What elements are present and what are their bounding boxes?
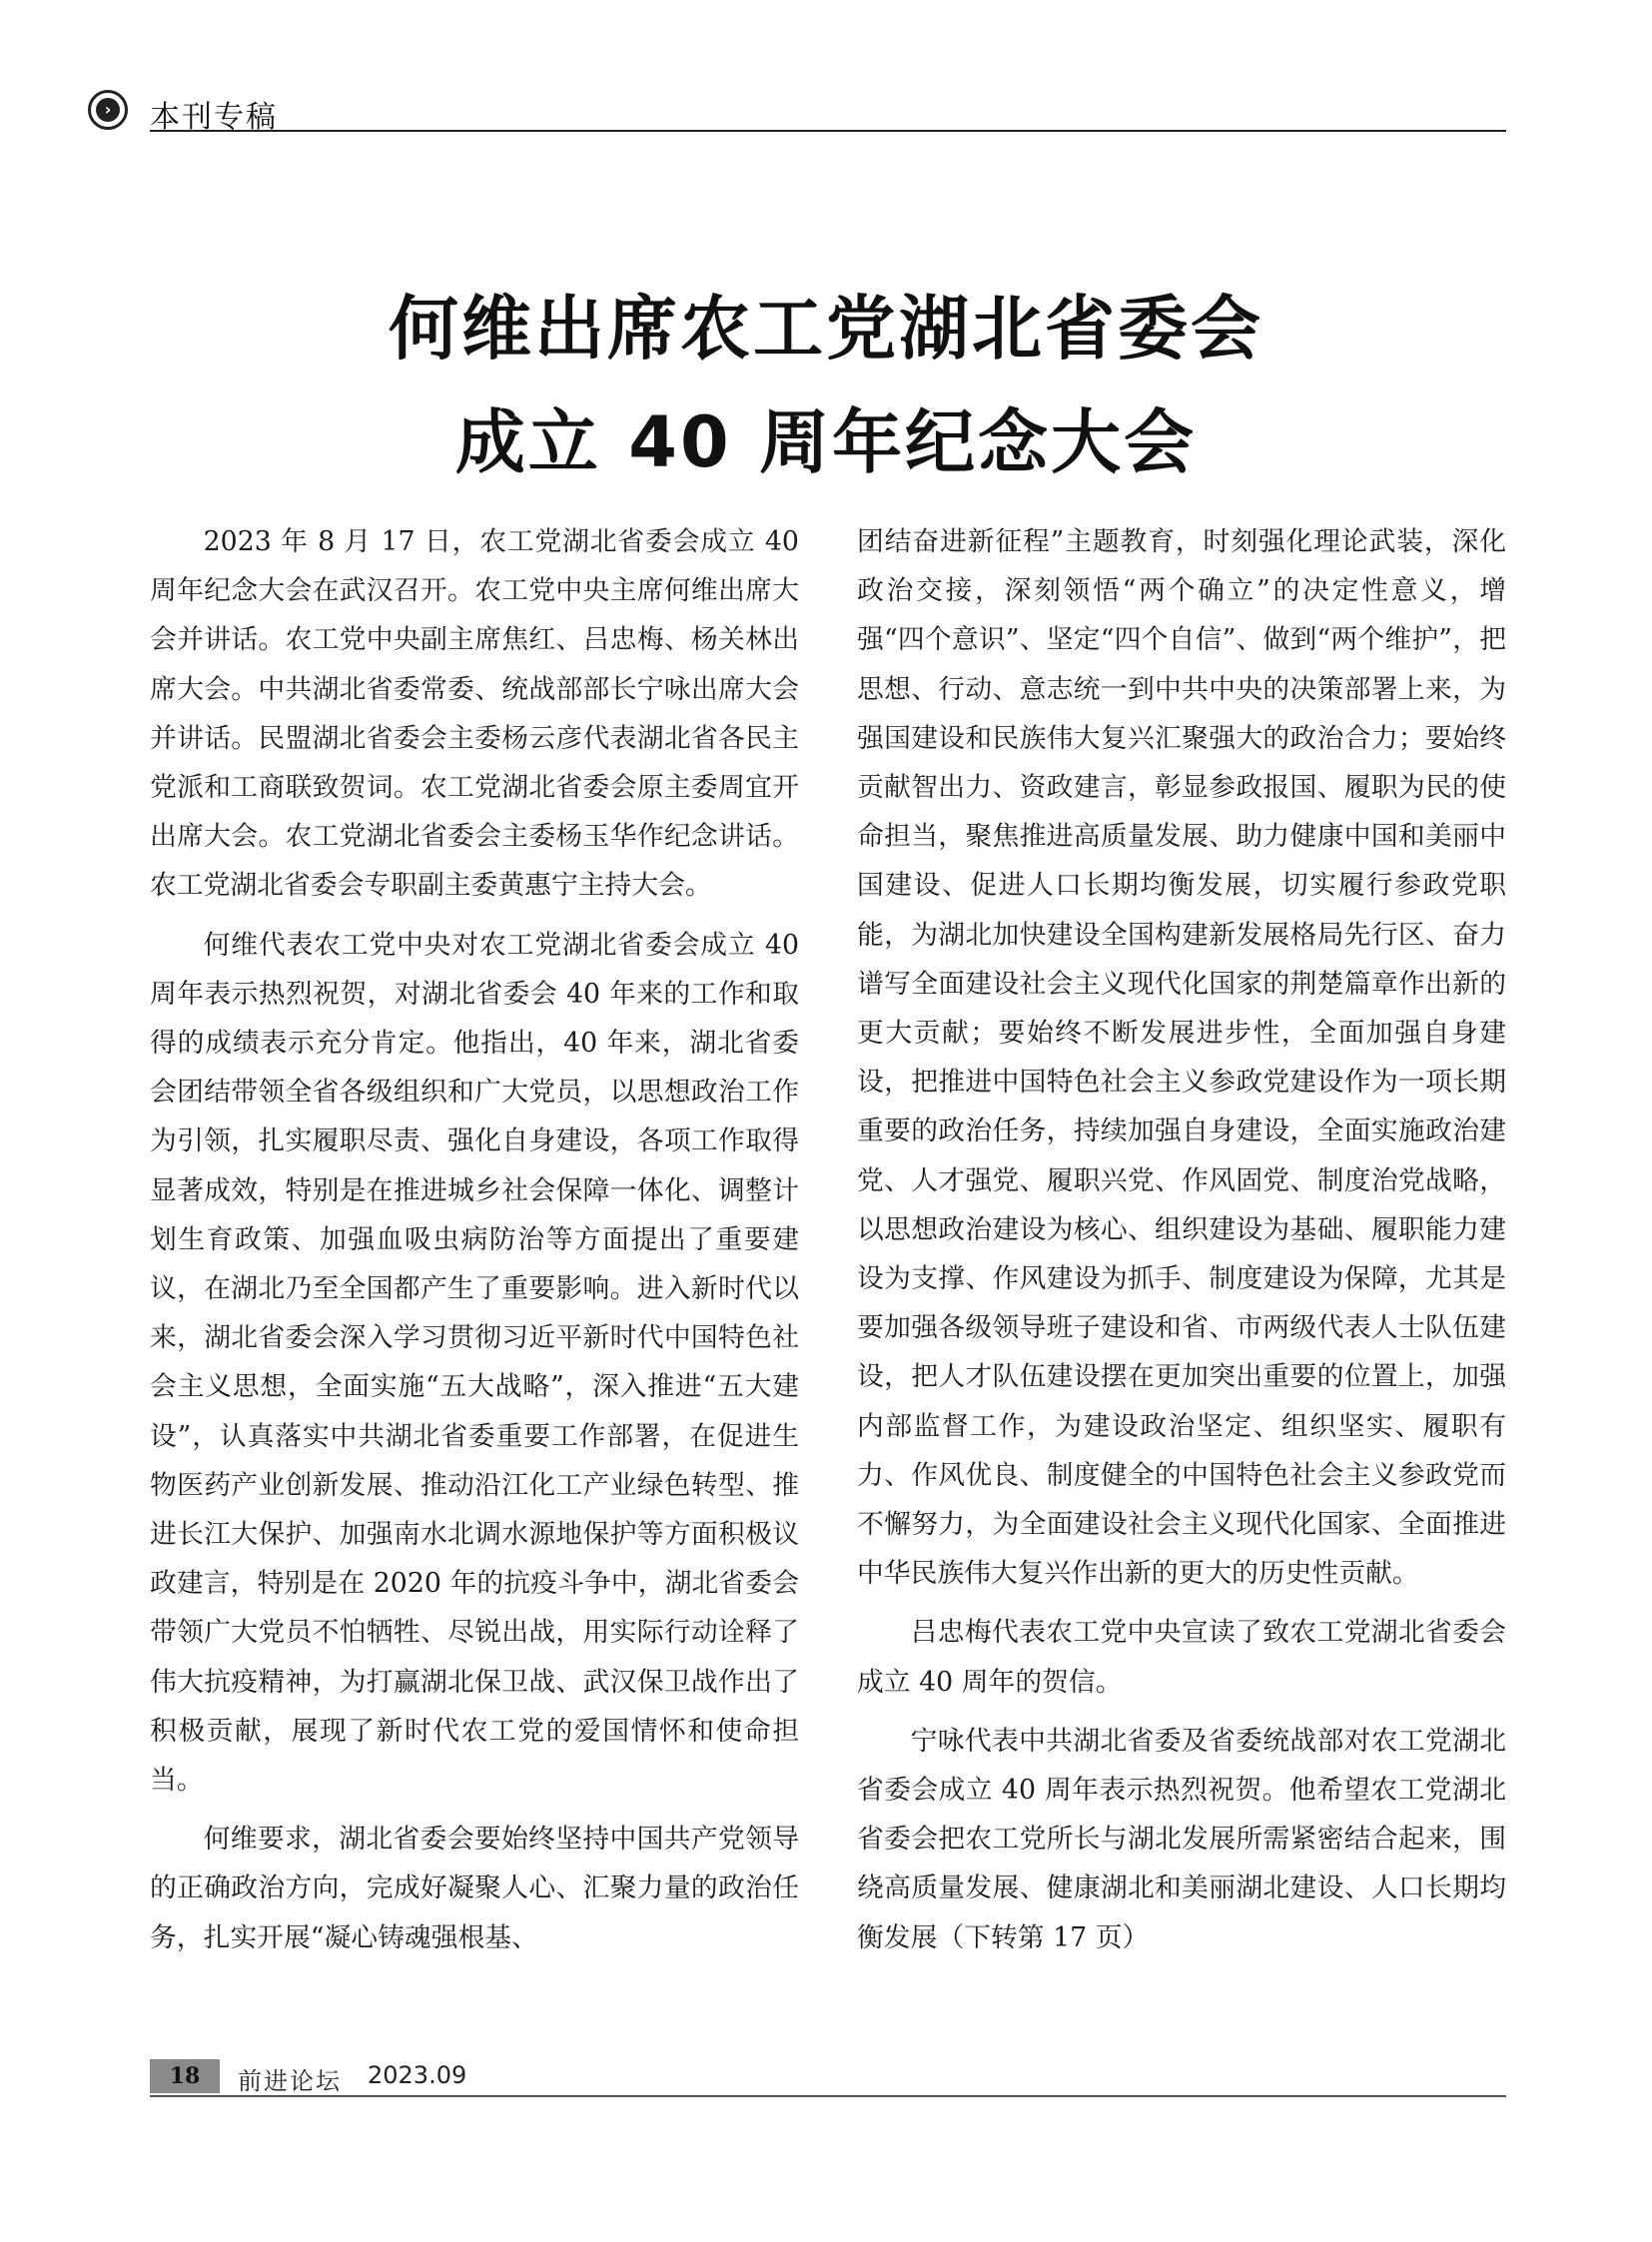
circle-arrow-right-icon: ›	[88, 90, 128, 130]
paragraph: 2023 年 8 月 17 日，农工党湖北省委会成立 40 周年纪念大会在武汉召开。农工党中央主席何维出席大会并讲话。农工党中央副主席焦红、吕忠梅、杨关林出席大会。中共湖北省委常委、统战部部长宁咏出席大会并讲话。民盟湖北省委会主委杨云彦代表湖北省各民主党派和工商联致贺词。农工党湖北省委会原主委周宜开出席大会。农工党湖北省委会主委杨玉华作纪念讲话。农工党湖北省委会专职副主委黄惠宁主持大会。	[150, 526, 799, 902]
header-rule	[150, 130, 1506, 132]
left-column	[150, 517, 799, 1972]
paragraph: 何维代表农工党中央对农工党湖北省委会成立 40 周年表示热烈祝贺，对湖北省委会 40 年来的工作和取得的成绩表示充分肯定。他指出，40 年来，湖北省委会团结带领全省各级组织和广大党员，以思想政治工作为引领，扎实履职尽责、强化自身建设，各项工作取得显著成效，特别是在推进城乡社会保障一体化、调整计划生育政策、加强血吸虫病防治等方面提出了重要建议，在湖北乃至全国都产生了重要影响。进入新时代以来，湖北省委会深入学习贯彻习近平新时代中国特色社会主义思想，全面实施“五大战略”，深入推进“五大建设”，认真落实中共湖北省委重要工作部署，在促进生物医药产业创新发展、推动沿江化工产业绿色转型、推进长江大保护、加强南水北调水源地保护等方面积极议政建言，特别是在 2020 年的抗疫斗争中，湖北省委会带领广大党员不怕牺牲、尽锐出战，用实际行动诠释了伟大抗疫精神，为打赢湖北保卫战、武汉保卫战作出了积极贡献，展现了新时代农工党的爱国情怀和使命担当。	[150, 929, 799, 1797]
paragraph-continued: 团结奋进新征程”主题教育，时刻强化理论武装，深化政治交接，深刻领悟“两个确立”的决定性意义，增强“四个意识”、坚定“四个自信”、做到“两个维护”，把思想、行动、意志统一到中共中央的决策部署上来，为强国建设和民族伟大复兴汇聚强大的政治合力；要始终贡献智出力、资政建言，彰显参政报国、履职为民的使命担当，聚焦推进高质量发展、助力健康中国和美丽中国建设、促进人口长期均衡发展，切实履行参政党职能，为湖北加快建设全国构建新发展格局先行区、奋力谱写全面建设社会主义现代化国家的荆楚篇章作出新的更大贡献；要始终不断发展进步性，全面加强自身建设，把推进中国特色社会主义参政党建设作为一项长期重要的政治任务，持续加强自身建设，全面实施政治建党、人才强党、履职兴党、作风固党、制度治党战略，以思想政治建设为核心、组织建设为基础、履职能力建设为支撑、作风建设为抓手、制度建设为保障，尤其是要加强各级领导班子建设和省、市两级代表人士队伍建设，把人才队伍建设摆在更加突出重要的位置上，加强内部监督工作，为建设政治坚定、组织坚实、履职有力、作风优良、制度健全的中国特色社会主义参政党而不懈努力，为全面建设社会主义现代化国家、全面推进中华民族伟大复兴作出新的更大的历史性贡献。	[857, 526, 1506, 1590]
paragraph: 吕忠梅代表农工党中央宣读了致农工党湖北省委会成立 40 周年的贺信。	[857, 1617, 1506, 1698]
footer-rule	[150, 2095, 1506, 2097]
title-line-2: 成立 40 周年纪念大会	[454, 401, 1198, 483]
page-footer	[150, 2059, 1506, 2097]
right-column	[857, 517, 1506, 1972]
issue-date: 2023.09	[368, 2061, 467, 2089]
title-line-1: 何维出席农工党湖北省委会	[389, 288, 1263, 370]
page-number: 18	[150, 2059, 220, 2093]
paragraph: 何维要求，湖北省委会要始终坚持中国共产党领导的正确政治方向，完成好凝聚人心、汇聚力量的政治任务，扎实开展“凝心铸魂强根基、	[150, 1824, 799, 1953]
article-title	[0, 272, 1652, 499]
paragraph: 宁咏代表中共湖北省委及省委统战部对农工党湖北省委会成立 40 周年表示热烈祝贺。他希望农工党湖北省委会把农工党所长与湖北发展所需紧密结合起来，围绕高质量发展、健康湖北和美丽湖北建设、人口长期均衡发展（下转第 17 页）	[857, 1725, 1506, 1953]
section-label: 本刊专稿	[150, 100, 278, 135]
section-header	[88, 88, 1506, 135]
magazine-name: 前进论坛	[238, 2067, 342, 2095]
